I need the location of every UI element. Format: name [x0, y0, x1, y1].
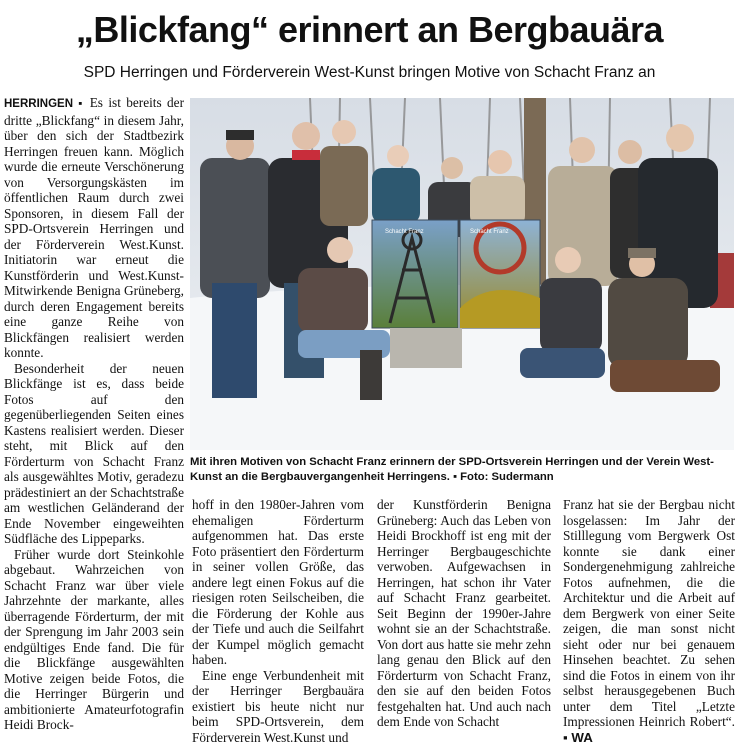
- paragraph-text: Es ist bereits der dritte „Blickfang“ in diesem Jahr, über den sich der Stadtbezirk Herringen freuen kann. Möglich wurde die erneute Verschönerung von Versorgungskästen im öffentlichen Raum durch zwei Sponsoren, in diesem Fall der SPD-Ortsverein Herringen und der Förderverein West.Kunst. Initiatorin war erneut die Kunstförderin und West.Kunst-Mitwirkende Benigna Grüneberg, durch deren Engagement bereits eine ganze Reihe von Blickfängen realisiert werden konnte.: [4, 95, 184, 360]
- article-column-4: [563, 497, 735, 733]
- paragraph: Besonderheit der neuen Blickfänge ist es, dass beide Fotos auf den gegenüberliegenden Seiten eines Kastens realisiert werden. Dieser steht, mit Blick auf den Förderturm von Schacht Franz als ausgewähltes Motiv, geradezu prädestiniert an der Schachtstraße am westlichen Geländerand der Ende November eingeweihten Südfläche des Lippeparks.: [4, 361, 184, 547]
- article-column-3: [377, 497, 551, 733]
- paragraph: Früher wurde dort Steinkohle abgebaut. Wahrzeichen von Schacht Franz war über viele Jahrzehnte der markante, alles überragende Förderturm, der mit der Sprengung im Jahr 2003 sein endgültiges Ende fand. Die für die Blickfänge ausgewählten Motive zeigen beide Fotos, die die Herringer Bürgerin und ambitionierte Amateurfotografin Heidi Brock-: [4, 547, 184, 733]
- photo-illustration: [190, 98, 734, 450]
- author-signature: ▪ WA: [563, 730, 593, 745]
- paragraph: Eine enge Verbundenheit mit der Herringer Bergbauära existiert bis heute nicht nur beim SPD-Ortsverein, dem Förderverein West.Kunst und: [192, 668, 364, 745]
- article-photo: [190, 98, 734, 450]
- dateline: HERRINGEN ▪: [4, 98, 84, 110]
- paragraph: hoff in den 1980er-Jahren vom ehemaligen Förderturm aufgenommen hat. Das erste Foto präsentiert den Förderturm in seiner vollen Größe, das andere legt einen Fokus auf die riesigen roten Seilscheiben, die die Förderung der Kohle aus der Tiefe und auch die Seilfahrt der Kumpel möglich gemacht haben.: [192, 497, 364, 668]
- paragraph: [563, 497, 735, 745]
- photo-caption: Mit ihren Motiven von Schacht Franz erinnern der SPD-Ortsverein Herringen und der Verein West-Kunst an die Bergbauvergangenheit Herringens. ▪ Foto: Sudermann: [190, 455, 738, 485]
- subheadline: SPD Herringen und Förderverein West-Kunst bringen Motive von Schacht Franz an: [0, 62, 739, 84]
- paragraph-text: Franz hat sie der Bergbau nicht losgelassen: Im Jahr der Stilllegung vom Bergwerk Ost konnte sie dank einer Sondergenehmigung zahlreiche Fotos aufnehmen, die die Architektur und die Arbeit auf dem Bergwerk von einer Seite zeigen, die man sonst nicht sieht oder nur bei genauem Hinsehen beachtet. Zu sehen sind die Fotos in einem von ihr selbst herausgegebenen Buch unter dem Titel „Letzte Impressionen Heinrich Robert“.: [563, 497, 735, 729]
- paragraph: der Kunstförderin Benigna Grüneberg: Auch das Leben von Heidi Brockhoff ist eng mit der Herringer Bergbaugeschichte verwoben. Aufgewachsen in Herringen, hat schon ihr Vater auf Schacht Franz gearbeitet. Seit Beginn der 1990er-Jahre wohnt sie an der Schachtstraße. Von dort aus hatte sie mehr zehn lang genau den Blick auf den Förderturm von Schacht Franz, den sie auf den beiden Fotos festgehalten hat. Und auch nach dem Ende von Schacht: [377, 497, 551, 730]
- article-column-2: [192, 497, 364, 733]
- article-column-1: [4, 95, 184, 731]
- board-left-label: Schacht Franz: [385, 229, 424, 235]
- paragraph: [4, 95, 184, 361]
- board-right-label: Schacht Franz: [470, 229, 509, 235]
- headline: „Blickfang“ erinnert an Bergbauära: [0, 6, 739, 54]
